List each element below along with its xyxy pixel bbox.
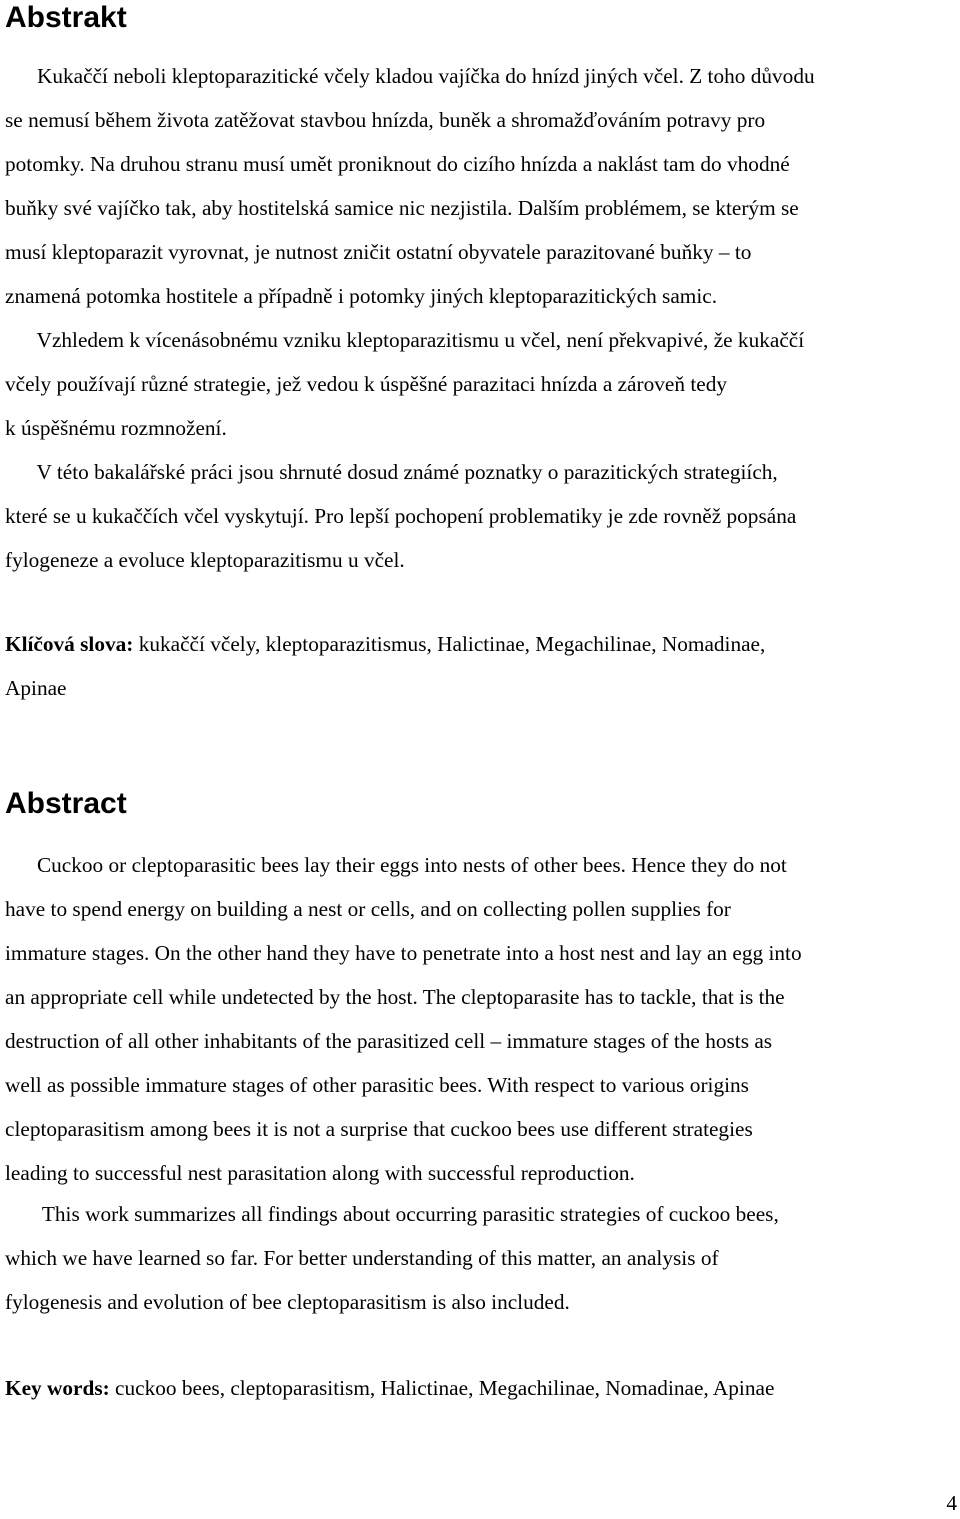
text-line: leading to successful nest parasitation along with successful reproduction. [5,1161,635,1185]
czech-paragraph-1 [5,54,949,318]
text-line: k úspěšnému rozmnožení. [5,416,227,440]
text-line: které se u kukaččích včel vyskytují. Pro lepší pochopení problematiky je zde rovněž popsána [5,504,797,528]
text-line: Cuckoo or cleptoparasitic bees lay their eggs into nests of other bees. Hence they do not [5,853,787,877]
text-line: cleptoparasitism among bees it is not a surprise that cuckoo bees use different strategies [5,1117,753,1141]
text-line: which we have learned so far. For better understanding of this matter, an analysis of [5,1246,719,1270]
czech-keywords [5,622,765,666]
page-number: 4 [946,1491,957,1515]
text-line: potomky. Na druhou stranu musí umět proniknout do cizího hnízda a naklást tam do vhodné [5,152,790,176]
heading-abstrakt: Abstrakt [5,1,127,34]
heading-abstract: Abstract [5,787,127,820]
keywords-label: Key words: [5,1376,110,1400]
text-line: immature stages. On the other hand they have to penetrate into a host nest and lay an egg into [5,941,802,965]
keywords-text: kukaččí včely, kleptoparazitismus, Halictinae, Megachilinae, Nomadinae, [133,632,766,656]
text-line: This work summarizes all findings about occurring parasitic strategies of cuckoo bees, [5,1202,779,1226]
czech-paragraph-3 [5,450,949,582]
text-line: an appropriate cell while undetected by the host. The cleptoparasite has to tackle, that is the [5,985,785,1009]
english-keywords [5,1366,774,1410]
text-line: fylogeneze a evoluce kleptoparazitismu u včel. [5,548,405,572]
text-line: včely používají různé strategie, jež vedou k úspěšné parazitaci hnízda a zároveň tedy [5,372,727,396]
keywords-text: Apinae [5,676,67,700]
text-line: well as possible immature stages of other parasitic bees. With respect to various origins [5,1073,749,1097]
czech-paragraph-2 [5,318,949,450]
text-line: Kukaččí neboli kleptoparazitické včely kladou vajíčka do hnízd jiných včel. Z toho důvodu [5,64,815,88]
czech-keywords-continued [5,666,67,710]
text-line: fylogenesis and evolution of bee cleptoparasitism is also included. [5,1290,570,1314]
text-line: buňky své vajíčko tak, aby hostitelská samice nic nezjistila. Dalším problémem, se kterým se [5,196,799,220]
text-line: musí kleptoparazit vyrovnat, je nutnost zničit ostatní obyvatele parazitované buňky – to [5,240,752,264]
text-line: se nemusí během života zatěžovat stavbou hnízda, buněk a shromažďováním potravy pro [5,108,766,132]
keywords-label: Klíčová slova: [5,632,134,656]
keywords-text: cuckoo bees, cleptoparasitism, Halictinae, Megachilinae, Nomadinae, Apinae [109,1376,775,1400]
text-line: Vzhledem k vícenásobnému vzniku kleptoparazitismu u včel, není překvapivé, že kukaččí [5,328,805,352]
text-line: V této bakalářské práci jsou shrnuté dosud známé poznatky o parazitických strategiích, [5,460,778,484]
text-line: znamená potomka hostitele a případně i potomky jiných kleptoparazitických samic. [5,284,718,308]
text-line: have to spend energy on building a nest or cells, and on collecting pollen supplies for [5,897,731,921]
english-paragraph-1 [5,843,949,1195]
english-paragraph-2 [5,1192,949,1324]
text-line: destruction of all other inhabitants of the parasitized cell – immature stages of the hosts as [5,1029,773,1053]
